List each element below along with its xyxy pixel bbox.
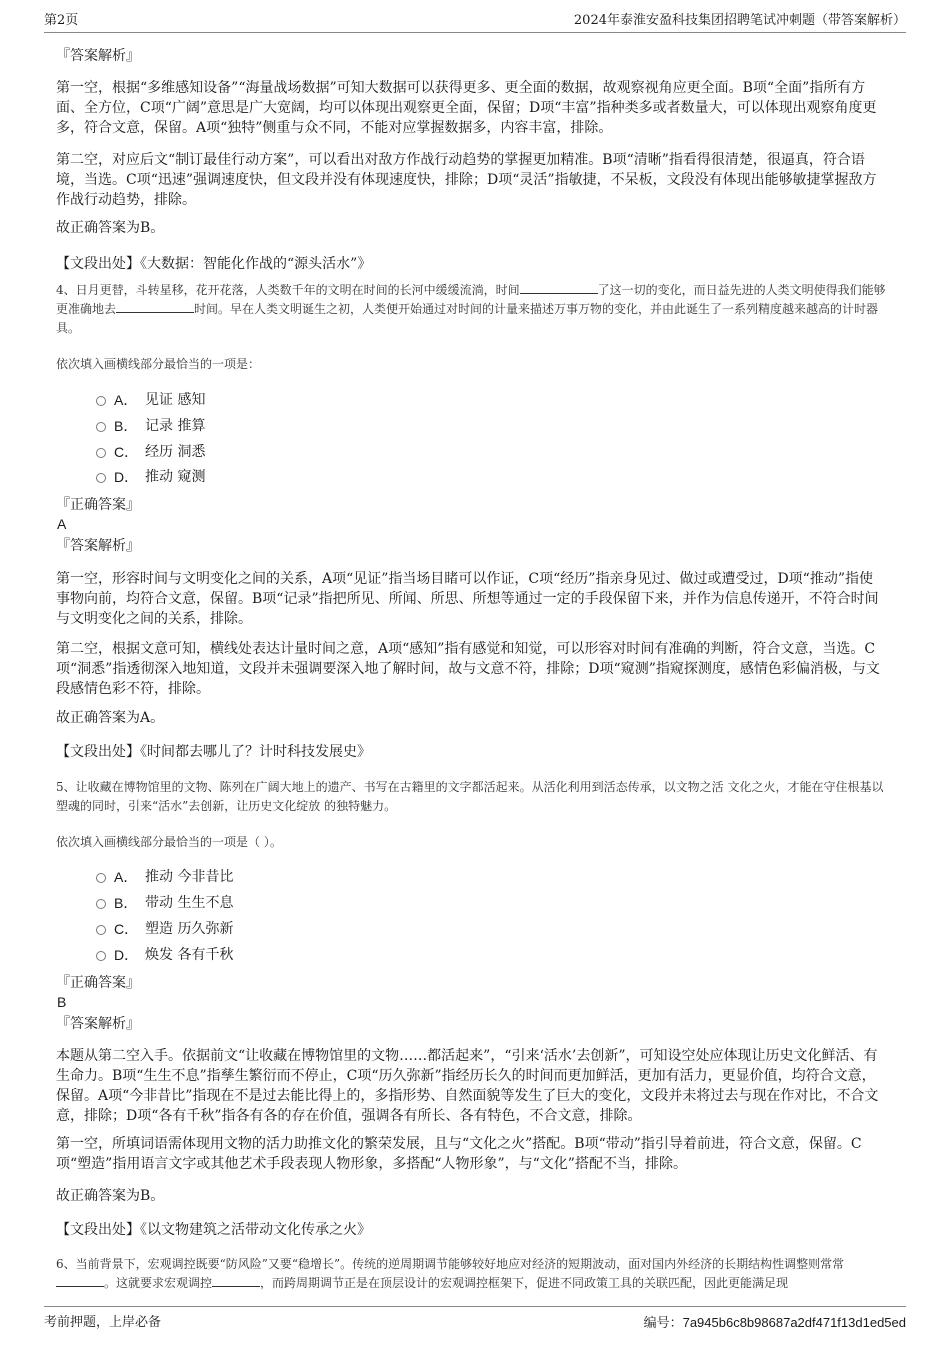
q3-conclusion: 故正确答案为B。 xyxy=(56,220,165,236)
option-letter: D． xyxy=(114,947,139,963)
q4-conclusion: 故正确答案为A。 xyxy=(56,710,165,726)
option-letter: C． xyxy=(114,444,139,460)
code-value: 7a945b6c8b98687a2df471f13d1ed5ed xyxy=(682,1315,906,1330)
radio-icon[interactable] xyxy=(96,899,106,909)
q4-stem-part3: 时间。早在人类文明诞生之初，人类便开始通过对时间的计量来描述万事万物的变化，并由此诞生了一系列精度越来越高的计时器具。 xyxy=(56,302,879,335)
q5-prompt: 依次填入画横线部分最恰当的一项是（ ）。 xyxy=(56,835,282,849)
option-letter: A． xyxy=(114,392,138,408)
q6-stem-part2: 。这就要求宏观调控 xyxy=(104,1276,213,1290)
option-text: 焕发 各有千秋 xyxy=(145,947,234,963)
q4-prompt: 依次填入画横线部分最恰当的一项是： xyxy=(56,357,261,371)
q4-analysis-label: 『答案解析』 xyxy=(56,538,140,554)
page-header xyxy=(44,10,906,33)
document-title: 2024年泰淮安盈科技集团招聘笔试冲刺题（带答案解析） xyxy=(573,13,906,28)
q4-blank-2 xyxy=(116,300,194,313)
option-text: 见证 感知 xyxy=(145,392,206,408)
page-footer xyxy=(44,1306,906,1333)
q5-stem: 5、让收藏在博物馆里的文物、陈列在广阔大地上的遗产、书写在古籍里的文字都活起来。从活化利用到活态传承，以文物之活 文化之火，才能在守住根基以塑魂的同时，引来“活水”去创新，让历史文化绽放 的独特魅力。 xyxy=(56,780,884,813)
q5-conclusion: 故正确答案为B。 xyxy=(56,1188,165,1204)
option-text: 记录 推算 xyxy=(145,418,206,434)
radio-icon[interactable] xyxy=(96,422,106,432)
option-text: 推动 今非昔比 xyxy=(145,869,234,885)
q3-source: 【文段出处】《大数据：智能化作战的“源头活水”》 xyxy=(56,256,372,272)
q4-stem-part1: 4、日月更替，斗转星移，花开花落，人类数千年的文明在时间的长河中缓缓流淌，时间 xyxy=(56,283,520,297)
option-letter: B． xyxy=(114,418,138,434)
q5-analysis-para2: 第一空，所填词语需体现用文物的活力助推文化的繁荣发展，且与“文化之火”搭配。B项“带动”指引导着前进，符合文意，保留。C项“塑造”指用语言文字或其他艺术手段表现人物形象，多搭配“人物形象”，与“文化”搭配不当，排除。 xyxy=(56,1136,862,1172)
radio-icon[interactable] xyxy=(96,448,106,458)
code-label: 编号： xyxy=(643,1316,683,1331)
option-letter: B． xyxy=(114,895,138,911)
footer-slogan: 考前押题，上岸必备 xyxy=(44,1315,162,1330)
option-text: 推动 窥测 xyxy=(145,469,206,485)
q4-correct-label: 『正确答案』 xyxy=(56,497,140,513)
q4-stem xyxy=(56,281,886,338)
q5-correct-answer: B xyxy=(57,994,67,1010)
q4-blank-1 xyxy=(520,281,598,294)
q3-analysis-para2: 第二空，对应后文“制订最佳行动方案”，可以看出对敌方作战行动趋势的掌握更加精准。B项“清晰”指看得很清楚，很逼真，符合语境，当选。C项“迅速”强调速度快，但文段并没有体现速度快，排除；D项“灵活”指敏捷，不呆板，文段没有体现出能够敏捷掌握敌方作战行动趋势，排除。 xyxy=(56,152,877,208)
option-letter: A． xyxy=(114,869,138,885)
option-text: 经历 洞悉 xyxy=(145,444,206,460)
q6-stem-part3: ，而跨周期调节正是在顶层设计的宏观调控框架下，促进不同政策工具的关联匹配，因此更能满足现 xyxy=(260,1276,789,1290)
page-number: 第2页 xyxy=(44,13,79,28)
option-text: 带动 生生不息 xyxy=(145,895,234,911)
q5-analysis-para1: 本题从第二空入手。依据前文“让收藏在博物馆里的文物……都活起来”，“引来‘活水’去创新”，可知设空处应体现让历史文化鲜活、有生命力。B项“生生不息”指孳生繁衍而不停止，C项“历久弥新”指经历长久的时间而更加鲜活，更加有活力，更显价值，均符合文意，保留。A项“今非昔比”指现在不是过去能比得上的，多指形势、自然面貌等发生了巨大的变化，文段并未将过去与现在作对比，不合文意，排除；D项“各有千秋”指各有各的存在价值，强调各有所长、各有特色，不合文意，排除。 xyxy=(56,1048,879,1124)
option-text: 塑造 历久弥新 xyxy=(145,921,234,937)
q4-stem-part2: 了这一切的变化，而日益先进的人类文明使得我们能够更准确地去 xyxy=(56,283,886,316)
radio-icon[interactable] xyxy=(96,951,106,961)
q5-analysis-label: 『答案解析』 xyxy=(56,1016,140,1032)
q3-analysis-label: 『答案解析』 xyxy=(56,48,140,64)
q4-source: 【文段出处】《时间都去哪儿了？计时科技发展史》 xyxy=(56,744,371,760)
radio-icon[interactable] xyxy=(96,396,106,406)
radio-icon[interactable] xyxy=(96,925,106,935)
q3-analysis-para1: 第一空，根据“多维感知设备”“海量战场数据”可知大数据可以获得更多、更全面的数据，故观察视角应更全面。B项“全面”指所有方面、全方位，C项“广阔”意思是广大宽阔，均可以体现出观察更全面，保留；D项“丰富”指种类多或者数量大，可以体现出观察角度更多，符合文意，保留。A项“独特”侧重与众不同，不能对应掌握数据多，内容丰富，排除。 xyxy=(56,80,877,136)
option-letter: C． xyxy=(114,921,139,937)
q6-blank-1 xyxy=(56,1274,104,1287)
q6-stem-part1: 6、当前背景下，宏观调控既要“防风险”又要“稳增长”。传统的逆周期调节能够较好地应对经济的短期波动，面对国内外经济的长期结构性调整则常常 xyxy=(56,1257,845,1271)
q6-blank-2 xyxy=(212,1274,260,1287)
q6-stem xyxy=(56,1255,886,1293)
q5-source: 【文段出处】《以文物建筑之活带动文化传承之火》 xyxy=(56,1222,371,1238)
radio-icon[interactable] xyxy=(96,873,106,883)
q5-correct-label: 『正确答案』 xyxy=(56,975,140,991)
q4-analysis-para1: 第一空，形容时间与文明变化之间的关系，A项“见证”指当场目睹可以作证，C项“经历”指亲身见过、做过或遭受过，D项“推动”指使事物向前，均符合文意，保留。B项“记录”指把所见、所闻、所思、所想等通过一定的手段保留下来，并作为信息传递开，不符合时间与文明变化之间的关系，排除。 xyxy=(56,571,879,627)
q4-correct-answer: A xyxy=(57,516,67,532)
q4-analysis-para2: 第二空，根据文意可知，横线处表达计量时间之意，A项“感知”指有感觉和知觉，可以形容对时间有准确的判断，符合文意，当选。C项“洞悉”指透彻深入地知道，文段并未强调要深入地了解时间，故与文意不符，排除；D项“窥测”指窥探测度，感情色彩偏消极，与文段感情色彩不符，排除。 xyxy=(56,641,880,697)
radio-icon[interactable] xyxy=(96,473,106,483)
option-letter: D． xyxy=(114,469,139,485)
document-code xyxy=(644,1314,906,1333)
